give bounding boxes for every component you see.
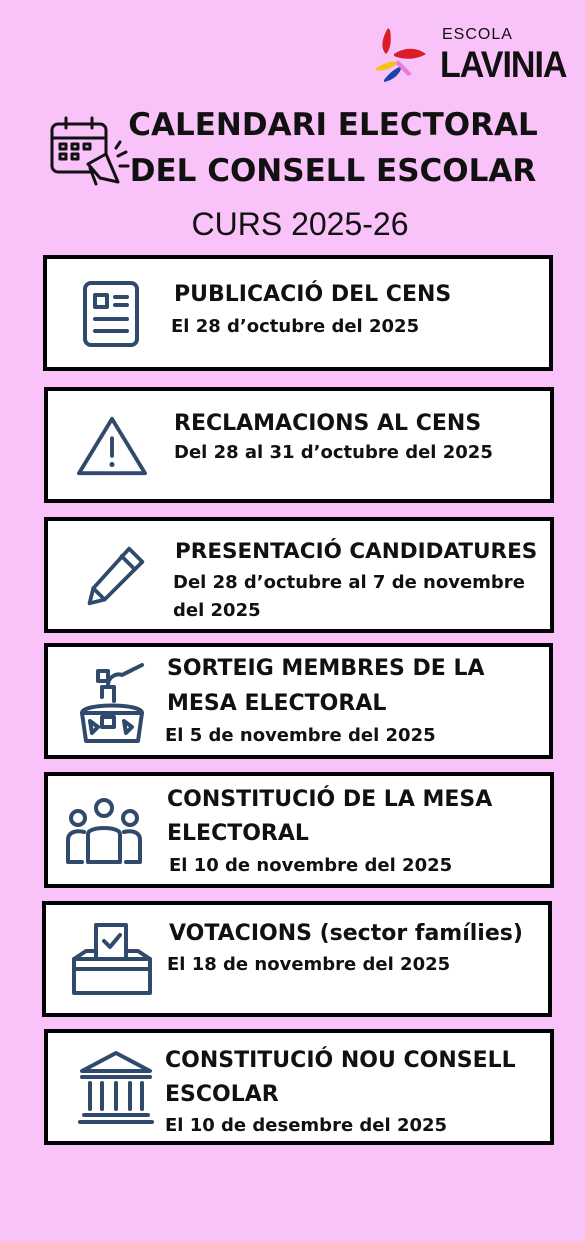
event-card-votacions bbox=[42, 901, 552, 1017]
event-date: El 5 de novembre del 2025 bbox=[165, 725, 436, 746]
event-date-line-2: del 2025 bbox=[173, 600, 261, 621]
event-card-sorteig-mesa bbox=[44, 643, 553, 759]
pencil-icon bbox=[82, 543, 148, 609]
page-title bbox=[120, 102, 546, 194]
document-icon bbox=[79, 279, 143, 349]
paintbrush-logo-icon bbox=[372, 24, 436, 86]
event-title-line-1: SORTEIG MEMBRES DE LA bbox=[167, 656, 485, 681]
event-card-presentacio-candidatures bbox=[44, 517, 554, 633]
warning-icon bbox=[72, 413, 152, 481]
event-title-line-1: CONSTITUCIÓ DE LA MESA bbox=[167, 787, 493, 812]
event-date: El 28 d’octubre del 2025 bbox=[171, 316, 420, 337]
event-date-line-1: Del 28 d’octubre al 7 de novembre bbox=[173, 572, 525, 593]
event-date: El 10 de novembre del 2025 bbox=[169, 855, 453, 876]
event-title: RECLAMACIONS AL CENS bbox=[174, 411, 482, 436]
event-title: PUBLICACIÓ DEL CENS bbox=[174, 282, 452, 307]
logo-text-escola: ESCOLA bbox=[442, 26, 513, 43]
lottery-draw-icon bbox=[72, 657, 152, 747]
event-card-reclamacions-cens bbox=[44, 387, 554, 503]
event-title: VOTACIONS (sector famílies) bbox=[169, 921, 523, 946]
event-card-constitucio-mesa bbox=[44, 772, 554, 888]
page-subtitle: CURS 2025-26 bbox=[191, 206, 409, 242]
event-date: El 10 de desembre del 2025 bbox=[165, 1115, 448, 1136]
school-logo bbox=[372, 24, 567, 86]
event-card-constitucio-consell bbox=[44, 1029, 554, 1145]
title-line-1: CALENDARI ELECTORAL bbox=[128, 107, 538, 143]
event-title: PRESENTACIÓ CANDIDATURES bbox=[175, 539, 538, 564]
government-building-icon bbox=[76, 1047, 156, 1127]
event-title-line-2: ESCOLAR bbox=[165, 1082, 279, 1107]
event-title-line-2: MESA ELECTORAL bbox=[167, 691, 387, 716]
event-title-line-1: CONSTITUCIÓ NOU CONSELL bbox=[165, 1048, 516, 1073]
event-date: Del 28 al 31 d’octubre del 2025 bbox=[174, 442, 493, 463]
event-card-publicacio-cens bbox=[43, 255, 553, 371]
ballot-box-icon bbox=[70, 921, 154, 997]
event-date: El 18 de novembre del 2025 bbox=[167, 954, 451, 975]
title-line-2: DEL CONSELL ESCOLAR bbox=[129, 153, 537, 189]
logo-text-lavinia: LAVINIA bbox=[440, 44, 567, 86]
event-title-line-2: ELECTORAL bbox=[167, 821, 309, 846]
group-icon bbox=[62, 796, 146, 868]
